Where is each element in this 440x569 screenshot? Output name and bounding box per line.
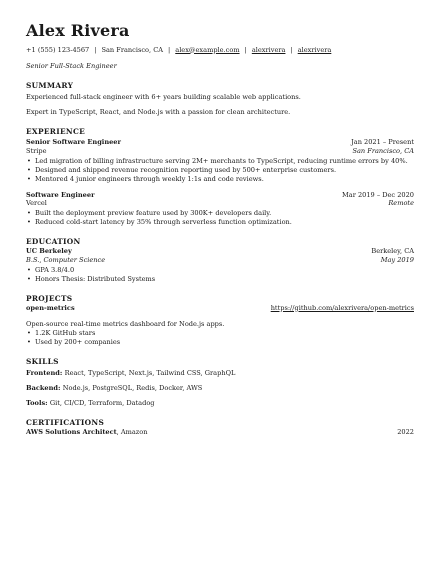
job-bullets	[26, 157, 414, 184]
location-text: San Francisco, CA	[101, 45, 164, 54]
school-location: Berkeley, CA	[371, 247, 414, 256]
skill-value: Git, CI/CD, Terraform, Datadog	[49, 399, 155, 407]
graduation-date: May 2019	[380, 256, 414, 265]
job-company-row	[26, 147, 414, 156]
separator: |	[290, 45, 293, 54]
certification-entry	[26, 428, 148, 437]
resume-name: Alex Rivera	[26, 21, 130, 40]
skill-value: Node.js, PostgreSQL, Redis, Docker, AWS	[62, 384, 203, 393]
job-location: San Francisco, CA	[352, 147, 414, 156]
education-degree-row	[26, 256, 414, 265]
skill-line	[26, 369, 414, 378]
email-link[interactable]: alex@example.com	[175, 45, 240, 54]
list-item: • Used by 200+ companies	[26, 338, 414, 347]
skill-label: Backend:	[26, 384, 63, 393]
school-name: UC Berkeley	[26, 247, 72, 256]
profile-link-1[interactable]: alexrivera	[251, 45, 286, 54]
skill-line	[26, 399, 414, 408]
list-item: • Built the deployment preview feature used by 300K+ developers daily.	[26, 209, 414, 218]
profile-link-2[interactable]: alexrivera	[297, 45, 332, 54]
education-heading: EDUCATION	[26, 237, 81, 247]
certifications-heading: CERTIFICATIONS	[26, 417, 105, 427]
project-header-row	[26, 304, 414, 313]
certification-name: AWS Solutions Architect	[26, 427, 117, 436]
job-header-row	[26, 138, 414, 147]
project-name: open-metrics	[26, 303, 75, 312]
skill-value: React, TypeScript, Next.js, Tailwind CSS, GraphQL	[64, 369, 236, 378]
separator: |	[244, 45, 247, 54]
job-company-row	[26, 199, 414, 208]
skill-line	[26, 384, 414, 393]
job-dates: Jan 2021 – Present	[351, 138, 414, 147]
certification-row	[26, 428, 414, 437]
job-company: Stripe	[26, 147, 47, 156]
education-header-row	[26, 247, 414, 256]
job-company: Vercel	[26, 199, 47, 208]
separator: |	[94, 45, 97, 54]
certification-year: 2022	[397, 427, 414, 436]
summary-paragraph: Expert in TypeScript, React, and Node.js with a passion for clean architecture.	[26, 108, 291, 117]
education-bullets	[26, 266, 414, 284]
job-header-row	[26, 191, 414, 200]
job-entry	[26, 191, 414, 228]
job-title: Senior Software Engineer	[26, 138, 121, 147]
separator: |	[168, 45, 171, 54]
project-bullets	[26, 329, 414, 347]
job-bullets	[26, 209, 414, 227]
project-url-link[interactable]: https://github.com/alexrivera/open-metrics	[270, 303, 414, 312]
list-item: • Led migration of billing infrastructure serving 2M+ merchants to TypeScript, reducing runtime errors by 40%.	[26, 157, 414, 166]
job-dates: Mar 2019 – Dec 2020	[342, 190, 414, 199]
skill-label: Frontend:	[26, 369, 65, 378]
projects-heading: PROJECTS	[26, 293, 73, 303]
list-item: • GPA 3.8/4.0	[26, 266, 414, 275]
job-location: Remote	[388, 199, 414, 208]
experience-heading: EXPERIENCE	[26, 127, 86, 137]
list-item: • 1.2K GitHub stars	[26, 329, 414, 338]
summary-heading: SUMMARY	[26, 81, 74, 91]
contact-line	[26, 46, 414, 55]
job-title: Software Engineer	[26, 190, 95, 199]
degree-text: B.S., Computer Science	[26, 256, 106, 265]
role-title: Senior Full-Stack Engineer	[26, 62, 117, 71]
list-item: • Designed and shipped revenue recognition reporting used by 500+ enterprise customers.	[26, 166, 414, 175]
job-entry	[26, 138, 414, 183]
list-item: • Honors Thesis: Distributed Systems	[26, 275, 414, 284]
skill-label: Tools:	[26, 399, 50, 407]
list-item: • Reduced cold-start latency by 35% through serverless function optimization.	[26, 218, 414, 227]
list-item: • Mentored 4 junior engineers through weekly 1:1s and code reviews.	[26, 175, 414, 184]
project-description: Open-source real-time metrics dashboard for Node.js apps.	[26, 319, 225, 328]
certification-issuer: , Amazon	[116, 427, 148, 436]
skills-heading: SKILLS	[26, 357, 59, 367]
phone-text: +1 (555) 123-4567	[26, 45, 90, 54]
summary-paragraph: Experienced full-stack engineer with 6+ years building scalable web applications.	[26, 93, 301, 102]
